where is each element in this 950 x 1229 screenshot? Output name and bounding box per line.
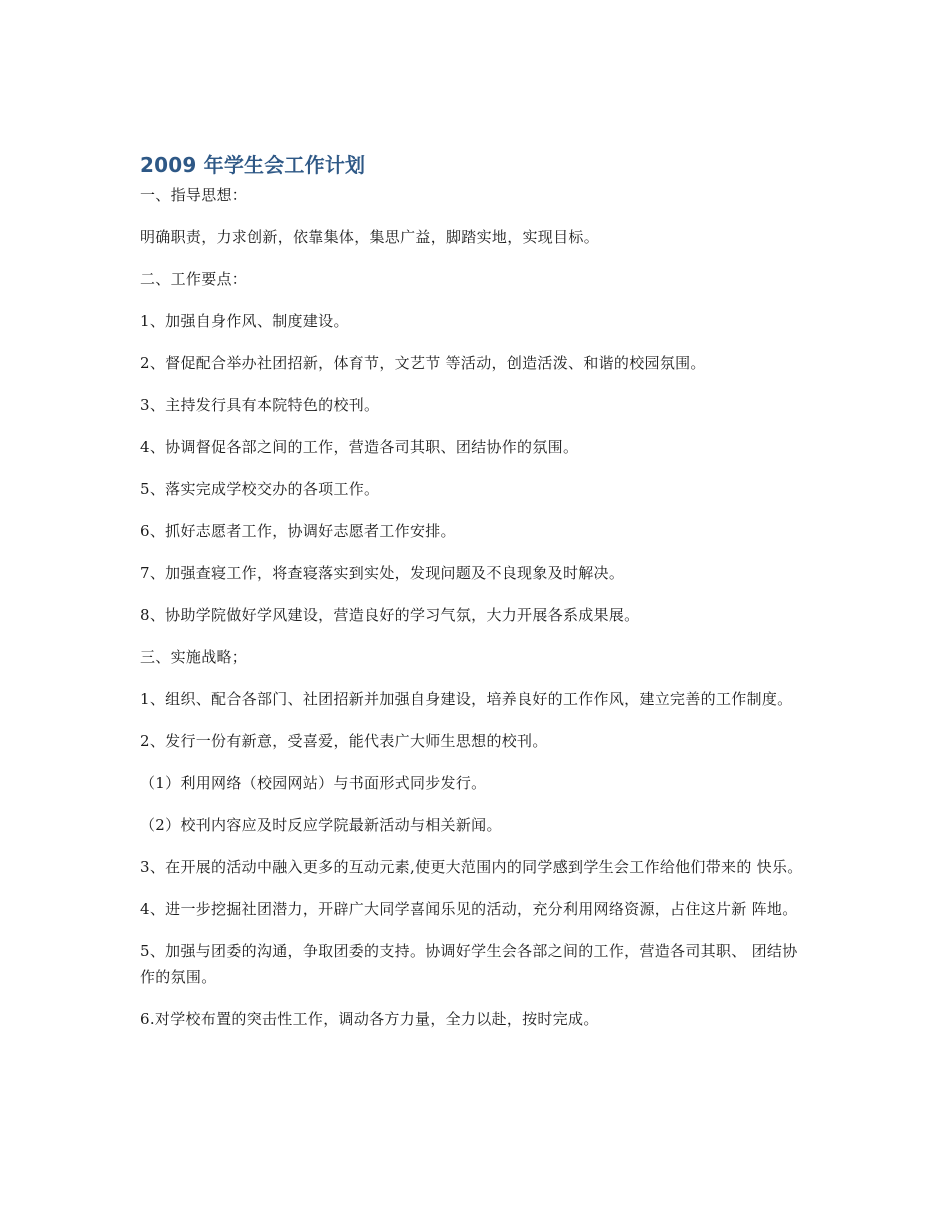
key-point-item: 6、抓好志愿者工作，协调好志愿者工作安排。 (140, 522, 456, 540)
strategy-item: 3、在开展的活动中融入更多的互动元素,使更大范围内的同学感到学生会工作给他们带来的 快乐。 (140, 858, 803, 876)
key-point-item: 3、主持发行具有本院特色的校刊。 (140, 396, 380, 414)
key-point-item: 7、加强查寝工作，将查寝落实到实处，发现问题及不良现象及时解决。 (140, 564, 625, 582)
paragraph-guiding-thought: 明确职责，力求创新，依靠集体，集思广益，脚踏实地，实现目标。 (140, 228, 600, 246)
strategy-item: 6.对学校布置的突击性工作，调动各方力量，全力以赴，按时完成。 (140, 1010, 599, 1028)
section-heading-strategy: 三、实施战略； (140, 648, 248, 666)
strategy-item: 5、加强与团委的沟通，争取团委的支持。协调好学生会各部之间的工作，营造各司其职、 团结协作的氛围。 (140, 942, 798, 986)
strategy-subitem: （2）校刊内容应及时反应学院最新活动与相关新闻。 (140, 816, 502, 834)
key-point-item: 5、落实完成学校交办的各项工作。 (140, 480, 380, 498)
key-point-item: 8、协助学院做好学风建设，营造良好的学习气氛，大力开展各系成果展。 (140, 606, 640, 624)
strategy-item: 1、组织、配合各部门、社团招新并加强自身建设，培养良好的工作作风，建立完善的工作制度。 (140, 690, 793, 708)
strategy-item: 2、发行一份有新意，受喜爱，能代表广大师生思想的校刊。 (140, 732, 548, 750)
strategy-subitem: （1）利用网络（校园网站）与书面形式同步发行。 (140, 774, 487, 792)
key-point-item: 1、加强自身作风、制度建设。 (140, 312, 349, 330)
section-heading-guiding-thought: 一、指导思想： (140, 186, 248, 204)
section-heading-key-points: 二、工作要点： (140, 270, 248, 288)
key-point-item: 2、督促配合举办社团招新，体育节，文艺节 等活动，创造活泼、和谐的校园氛围。 (140, 354, 706, 372)
document-body (140, 148, 810, 1032)
document-title: 2009 年学生会工作计划 (140, 153, 366, 177)
strategy-item: 4、进一步挖掘社团潜力，开辟广大同学喜闻乐见的活动，充分利用网络资源，占住这片新 阵地。 (140, 900, 798, 918)
key-point-item: 4、协调督促各部之间的工作，营造各司其职、团结协作的氛围。 (140, 438, 579, 456)
